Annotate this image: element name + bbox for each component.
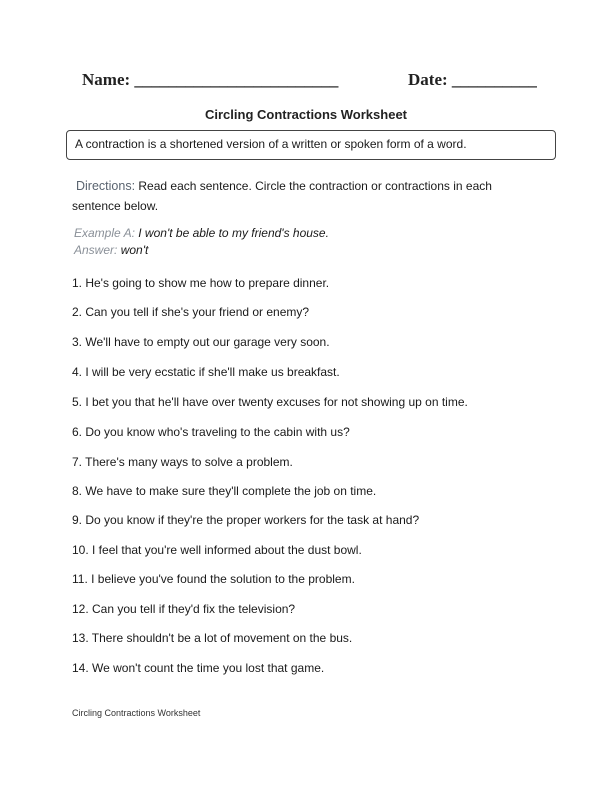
question-item: 5. I bet you that he'll have over twenty excuses for not showing up on time. <box>72 395 468 409</box>
answer-label: Answer: <box>74 243 118 257</box>
date-field-label: Date: __________ <box>408 70 537 89</box>
question-item: 10. I feel that you're well informed about the dust bowl. <box>72 543 362 557</box>
directions-text: Read each sentence. Circle the contraction or contractions in each sentence below. <box>72 179 492 213</box>
directions-paragraph <box>72 176 542 216</box>
page-footer: Circling Contractions Worksheet <box>72 708 201 718</box>
example-label: Example A: <box>74 226 135 240</box>
answer-line <box>74 242 148 259</box>
question-item: 4. I will be very ecstatic if she'll make us breakfast. <box>72 365 340 379</box>
example-line <box>74 225 329 242</box>
question-item: 13. There shouldn't be a lot of movement on the bus. <box>72 631 353 645</box>
question-item: 3. We'll have to empty out our garage very soon. <box>72 335 330 349</box>
question-item: 6. Do you know who's traveling to the cabin with us? <box>72 425 350 439</box>
name-field-label: Name: ________________________ <box>82 70 339 89</box>
worksheet-title: Circling Contractions Worksheet <box>204 107 407 122</box>
definition-box: A contraction is a shortened version of a written or spoken form of a word. <box>66 130 556 160</box>
question-item: 11. I believe you've found the solution to the problem. <box>72 572 355 586</box>
question-item: 1. He's going to show me how to prepare dinner. <box>72 276 330 290</box>
question-item: 8. We have to make sure they'll complete the job on time. <box>72 484 377 498</box>
question-item: 9. Do you know if they're the proper workers for the task at hand? <box>72 513 420 527</box>
question-item: 12. Can you tell if they'd fix the television? <box>72 602 296 616</box>
question-item: 2. Can you tell if she's your friend or enemy? <box>72 305 310 319</box>
directions-label: Directions: <box>76 179 136 193</box>
example-text: I won't be able to my friend's house. <box>134 226 329 240</box>
question-item: 14. We won't count the time you lost that game. <box>72 661 325 675</box>
answer-text: won't <box>117 243 149 257</box>
question-item: 7. There's many ways to solve a problem. <box>72 455 293 469</box>
